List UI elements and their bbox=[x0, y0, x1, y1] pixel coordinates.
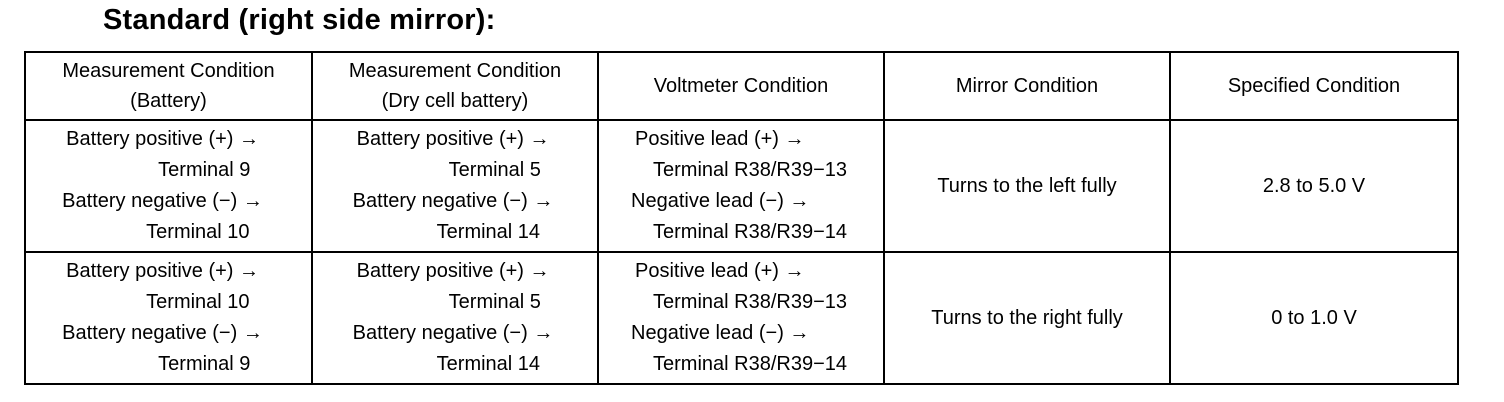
header-line: Specified Condition bbox=[1227, 75, 1401, 97]
header-line: Mirror Condition bbox=[955, 75, 1099, 97]
header-voltmeter-condition bbox=[598, 52, 884, 120]
cell-dry-cell bbox=[312, 120, 598, 252]
header-line: (Dry cell battery) bbox=[381, 90, 529, 112]
cell-battery bbox=[25, 252, 312, 384]
cell-voltmeter bbox=[598, 120, 884, 252]
header-line: Measurement Condition bbox=[348, 60, 562, 82]
cell-line: Terminal 14 bbox=[436, 353, 541, 375]
cell-dry-cell bbox=[312, 252, 598, 384]
header-row bbox=[25, 52, 1458, 120]
cell-line: Battery negative (−) → bbox=[62, 190, 263, 212]
specification-table bbox=[24, 51, 1459, 385]
cell-line: Battery negative (−) → bbox=[62, 322, 263, 344]
cell-line: Terminal R38/R39−13 bbox=[653, 291, 847, 313]
header-specified-condition bbox=[1170, 52, 1458, 120]
cell-line: Terminal 14 bbox=[436, 221, 541, 243]
cell-line: Battery negative (−) → bbox=[352, 322, 554, 344]
cell-line: Terminal 10 bbox=[146, 221, 250, 243]
cell-line: Terminal R38/R39−14 bbox=[653, 221, 847, 243]
cell-line: Battery negative (−) → bbox=[352, 190, 554, 212]
cell-line: Terminal 5 bbox=[448, 159, 541, 181]
cell-line: Battery positive (+) → bbox=[66, 260, 260, 282]
cell-mirror: Turns to the right fully bbox=[884, 252, 1170, 384]
cell-battery bbox=[25, 120, 312, 252]
cell-voltmeter bbox=[598, 252, 884, 384]
cell-line: Negative lead (−) → bbox=[631, 322, 810, 344]
cell-line: Battery positive (+) → bbox=[356, 128, 550, 150]
cell-specified: 0 to 1.0 V bbox=[1170, 252, 1458, 384]
cell-line: Terminal 9 bbox=[158, 159, 251, 181]
cell-line: Battery positive (+) → bbox=[356, 260, 550, 282]
cell-mirror: Turns to the left fully bbox=[884, 120, 1170, 252]
cell-line: Battery positive (+) → bbox=[66, 128, 260, 150]
cell-line: Terminal R38/R39−14 bbox=[653, 353, 847, 375]
cell-line: Terminal 10 bbox=[146, 291, 250, 313]
table-row bbox=[25, 252, 1458, 384]
cell-line: Terminal R38/R39−13 bbox=[653, 159, 847, 181]
header-measurement-dry-cell bbox=[312, 52, 598, 120]
cell-line: Positive lead (+) → bbox=[635, 128, 805, 150]
header-line: (Battery) bbox=[130, 90, 207, 112]
header-line: Voltmeter Condition bbox=[653, 75, 829, 97]
cell-line: Negative lead (−) → bbox=[631, 190, 810, 212]
cell-specified: 2.8 to 5.0 V bbox=[1170, 120, 1458, 252]
page-title: Standard (right side mirror): bbox=[103, 4, 496, 36]
cell-line: Positive lead (+) → bbox=[635, 260, 805, 282]
cell-line: Terminal 5 bbox=[448, 291, 541, 313]
header-line: Measurement Condition bbox=[62, 60, 275, 82]
table-row bbox=[25, 120, 1458, 252]
cell-line: Terminal 9 bbox=[158, 353, 251, 375]
header-mirror-condition bbox=[884, 52, 1170, 120]
header-measurement-battery bbox=[25, 52, 312, 120]
